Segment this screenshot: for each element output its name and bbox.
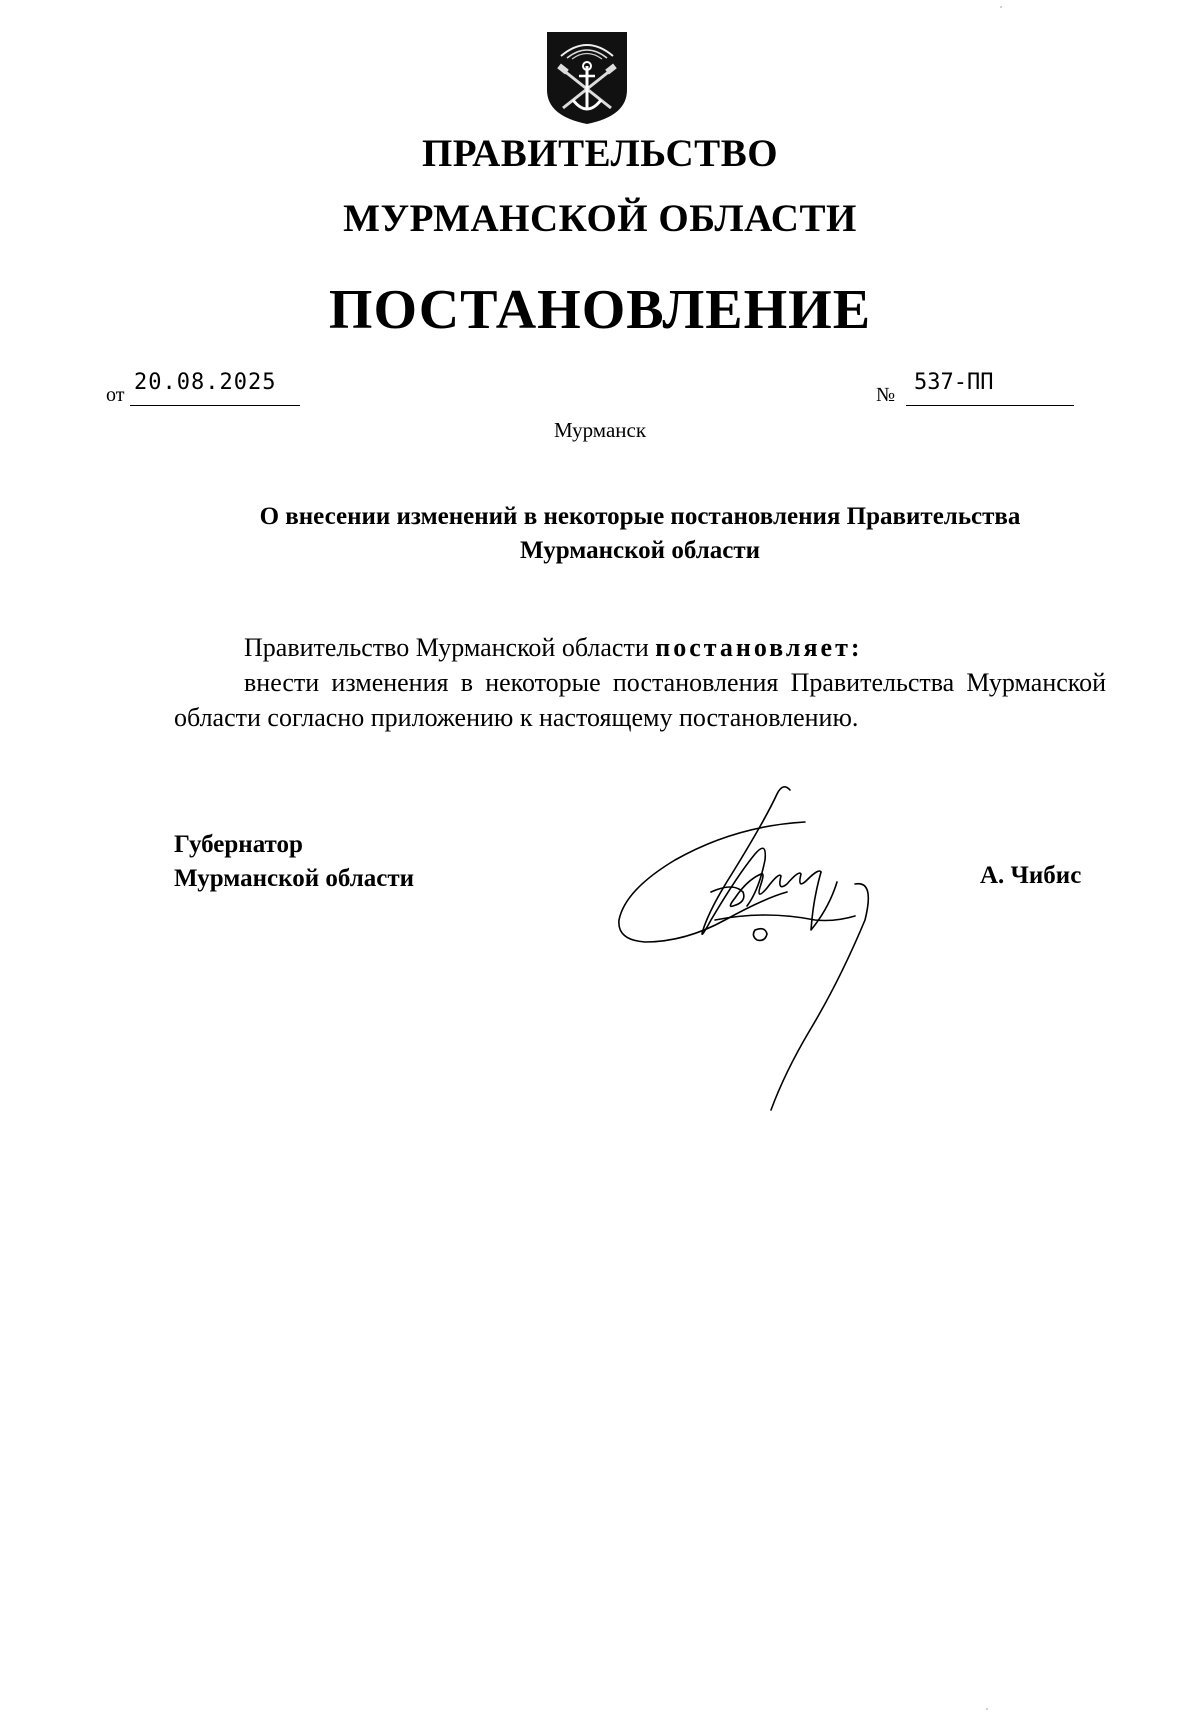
body-intro: Правительство Мурманской области: [244, 633, 656, 662]
handwritten-signature: [615, 780, 945, 1120]
coat-of-arms-icon: [545, 30, 629, 126]
city-name: Мурманск: [553, 418, 647, 442]
scan-mark-bottom: [986, 1708, 988, 1710]
number-prefix: №: [876, 384, 896, 406]
subject-line-1: О внесении изменений в некоторые постановления Правительства: [259, 503, 1021, 530]
number-underline: [906, 405, 1074, 406]
org-name-line-1: ПРАВИТЕЛЬСТВО: [421, 132, 779, 175]
document-subject: [190, 500, 1090, 568]
body-intro-paragraph: [174, 630, 1106, 665]
date-field: [106, 370, 306, 410]
date-value: 20.08.2025: [134, 370, 277, 395]
decree-word: постановляет:: [655, 633, 863, 662]
scan-mark-top: [1000, 6, 1002, 8]
number-value: 537-ПП: [914, 370, 994, 395]
signatory-name: А. Чибис: [980, 862, 1082, 889]
document-body: [174, 630, 1106, 735]
signatory-title-line-2: Мурманской области: [174, 865, 415, 892]
subject-line-2: Мурманской области: [519, 537, 761, 564]
number-field: [876, 370, 1076, 410]
date-underline: [130, 405, 300, 406]
signatory-title-line-1: Губернатор: [174, 831, 303, 858]
document-type-title: ПОСТАНОВЛЕНИЕ: [328, 279, 872, 341]
date-prefix: от: [106, 384, 125, 406]
body-decision: внести изменения в некоторые постановления Правительства Мурманской области согласно приложению к настоящему постановлению.: [174, 668, 1106, 732]
org-name-line-2: МУРМАНСКОЙ ОБЛАСТИ: [343, 197, 857, 240]
signatory-title: [174, 828, 414, 896]
